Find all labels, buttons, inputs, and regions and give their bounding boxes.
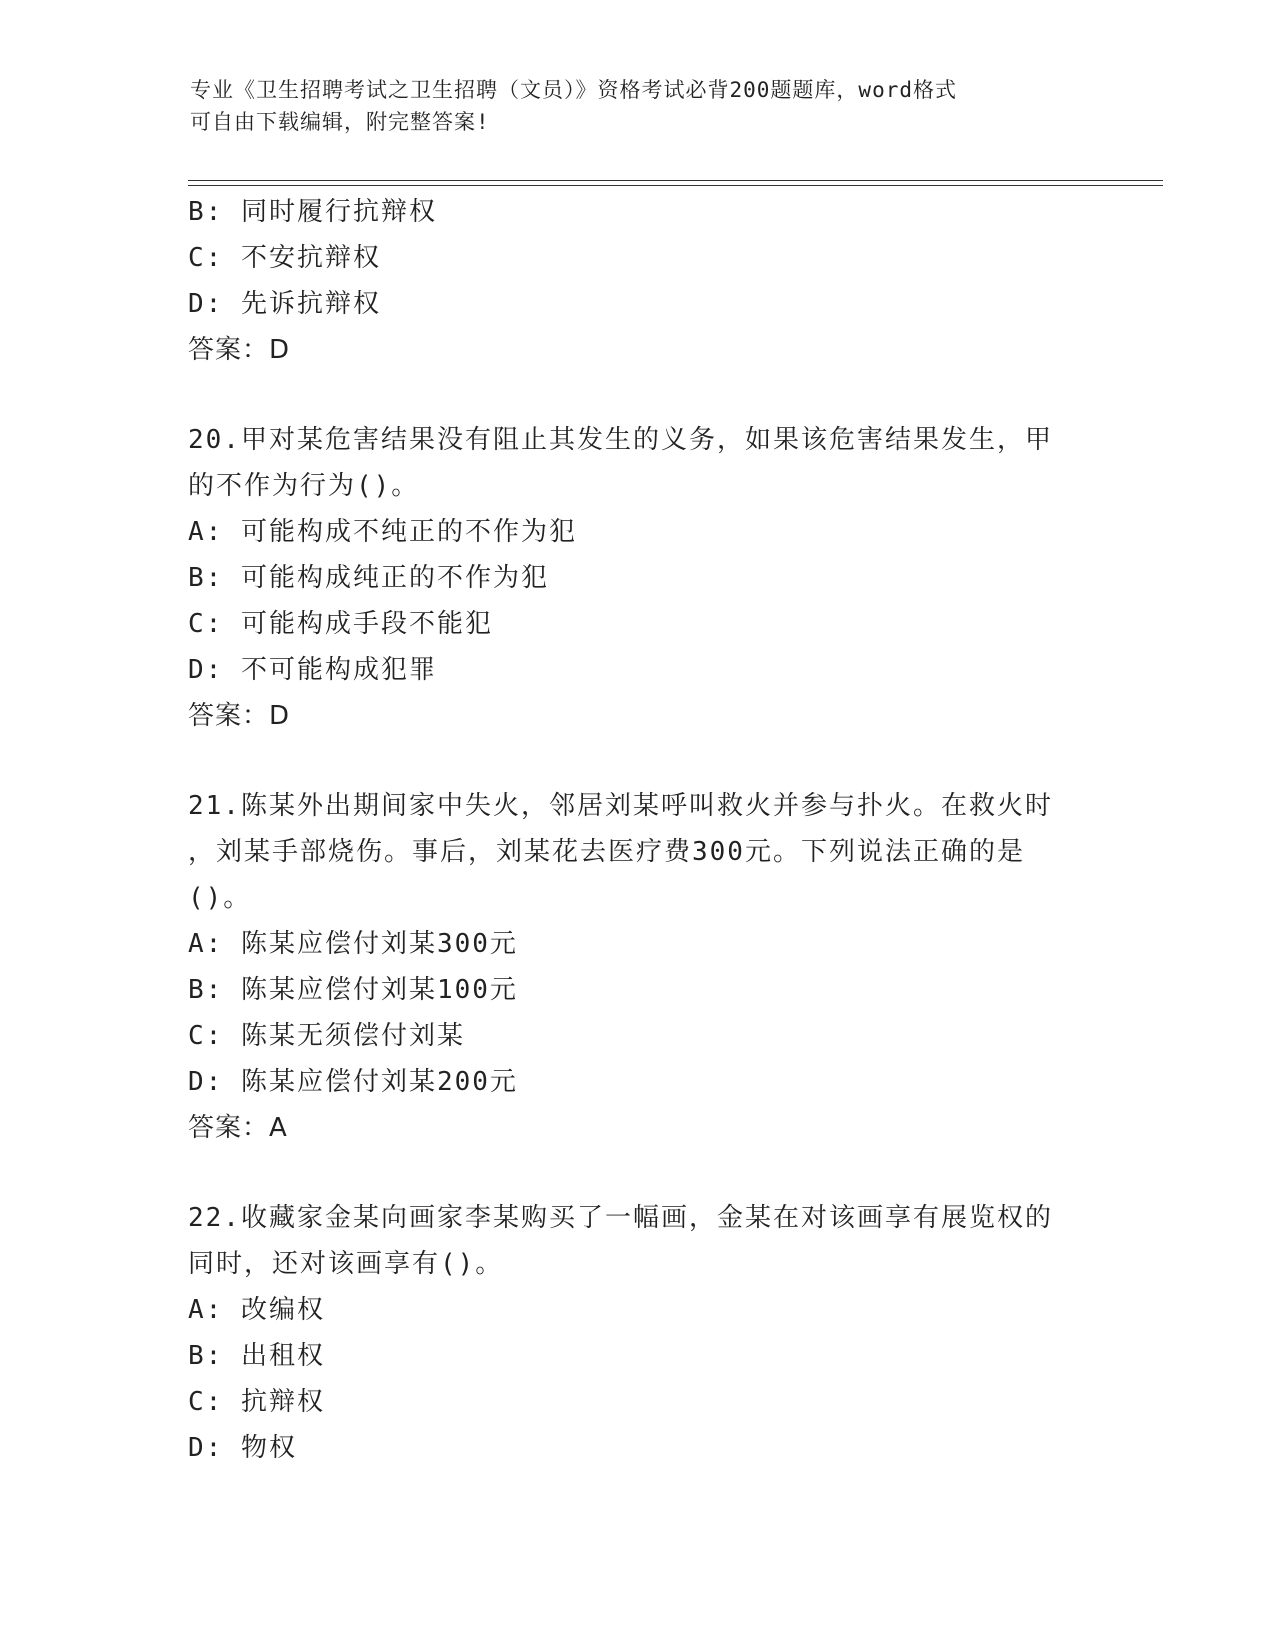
option-d: D: 不可能构成犯罪 — [188, 655, 437, 685]
option-b: B: 可能构成纯正的不作为犯 — [188, 563, 549, 593]
question-21 — [188, 783, 1088, 1151]
question-stem-line: ()。 — [188, 883, 252, 913]
question-stem-line: 21.陈某外出期间家中失火，邻居刘某呼叫救火并参与扑火。在救火时 — [188, 791, 1053, 821]
option-a: A: 陈某应偿付刘某300元 — [188, 929, 518, 959]
option-b: B: 陈某应偿付刘某100元 — [188, 975, 518, 1005]
answer-label: 答案：A — [188, 1113, 288, 1143]
question-stem — [188, 783, 1088, 921]
document-header — [190, 74, 1070, 138]
question-list — [188, 189, 1088, 1471]
header-divider-top — [188, 180, 1163, 181]
answer-label: 答案：D — [188, 335, 291, 365]
option-a: A: 改编权 — [188, 1295, 325, 1325]
option-c: C: 不安抗辩权 — [188, 243, 381, 273]
question-stem-line: 20.甲对某危害结果没有阻止其发生的义务，如果该危害结果发生，甲 — [188, 425, 1053, 455]
option-a: A: 可能构成不纯正的不作为犯 — [188, 517, 577, 547]
option-c: C: 可能构成手段不能犯 — [188, 609, 493, 639]
option-b: B: 同时履行抗辩权 — [188, 197, 437, 227]
option-d: D: 物权 — [188, 1433, 297, 1463]
option-c: C: 陈某无须偿付刘某 — [188, 1021, 465, 1051]
header-title-line-1: 专业《卫生招聘考试之卫生招聘（文员）》资格考试必背200题题库，word格式 — [190, 78, 957, 102]
question-stem-line: 的不作为行为()。 — [188, 471, 420, 501]
question-stem — [188, 1195, 1088, 1287]
option-b: B: 出租权 — [188, 1341, 325, 1371]
header-divider-bottom — [188, 185, 1163, 186]
question-22 — [188, 1195, 1088, 1471]
question-stem-line: 同时，还对该画享有()。 — [188, 1249, 504, 1279]
question-stem-line: ，刘某手部烧伤。事后，刘某花去医疗费300元。下列说法正确的是 — [188, 837, 1025, 867]
header-title-line-2: 可自由下载编辑，附完整答案! — [190, 110, 490, 134]
option-d: D: 陈某应偿付刘某200元 — [188, 1067, 518, 1097]
question-stem-line: 22.收藏家金某向画家李某购买了一幅画，金某在对该画享有展览权的 — [188, 1203, 1053, 1233]
answer-label: 答案：D — [188, 701, 291, 731]
option-c: C: 抗辩权 — [188, 1387, 325, 1417]
question-20 — [188, 417, 1088, 739]
question-stem — [188, 417, 1088, 509]
option-d: D: 先诉抗辩权 — [188, 289, 381, 319]
question-19-continued — [188, 189, 1088, 373]
